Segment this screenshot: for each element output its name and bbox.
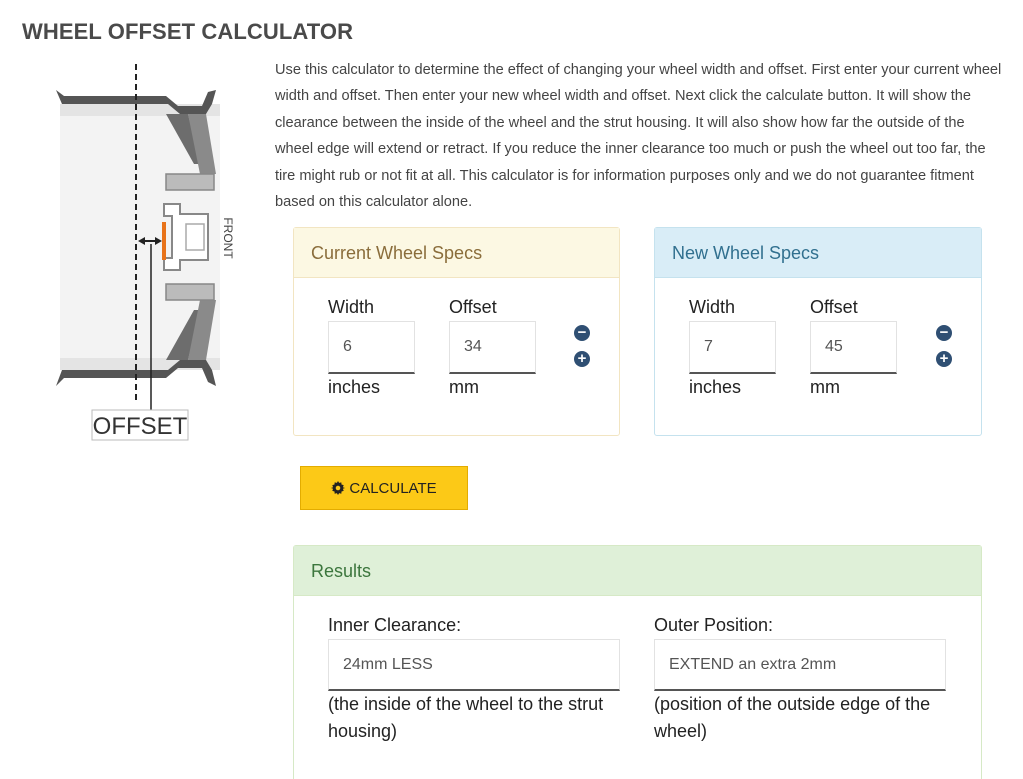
inner-clearance-note: (the inside of the wheel to the strut housing) — [328, 694, 604, 741]
current-wheel-panel — [293, 227, 620, 436]
wheel-offset-diagram — [48, 64, 248, 446]
new-wheel-heading: New Wheel Specs — [655, 228, 981, 278]
plus-circle-icon: + — [939, 350, 949, 367]
results-heading: Results — [294, 546, 981, 596]
new-offset-decrement-button[interactable] — [936, 325, 952, 341]
current-offset-decrement-button[interactable] — [574, 325, 590, 341]
new-offset-unit: mm — [810, 377, 840, 397]
current-width-input[interactable] — [328, 321, 415, 374]
outer-position-note: (position of the outside edge of the wheel) — [654, 694, 931, 741]
gear-icon — [331, 481, 345, 495]
inner-clearance-label: Inner Clearance: — [328, 615, 462, 635]
current-offset-increment-button[interactable] — [574, 351, 590, 367]
results-panel — [293, 545, 982, 779]
current-offset-input[interactable] — [449, 321, 536, 374]
calculate-button[interactable] — [300, 466, 468, 510]
intro-text: Use this calculator to determine the effect of changing your wheel width and offset. First enter your current wheel width and offset. Then enter your new wheel width and offset. Next click the calculate button. It will show the clearance between the inside of the wheel and the strut housing. It will also show how far the outside of the wheel edge will extend or retract. If you reduce the inner clearance too much or push the wheel out too far, the tire might rub or not fit at all. This calculator is for information purposes only and we do not guarantee fitment based on this calculator alone. — [275, 62, 1002, 211]
outer-position-label: Outer Position: — [654, 615, 774, 635]
new-offset-input[interactable] — [810, 321, 897, 374]
current-offset-label: Offset — [449, 297, 497, 317]
page-title: WHEEL OFFSET CALCULATOR — [22, 19, 354, 44]
new-offset-label: Offset — [810, 297, 858, 317]
minus-circle-icon: − — [577, 324, 587, 341]
outer-position-value: EXTEND an extra 2mm — [654, 639, 946, 691]
current-width-label: Width — [328, 297, 375, 317]
front-label: FRONT — [221, 217, 235, 259]
current-width-unit: inches — [328, 377, 381, 397]
offset-label: OFFSET — [92, 413, 188, 440]
new-offset-increment-button[interactable] — [936, 351, 952, 367]
current-wheel-heading: Current Wheel Specs — [294, 228, 619, 278]
new-width-input[interactable] — [689, 321, 776, 374]
new-width-unit: inches — [689, 377, 742, 397]
current-offset-unit: mm — [449, 377, 479, 397]
offset-mounting-face — [162, 222, 166, 260]
new-wheel-panel — [654, 227, 982, 436]
calculate-button-label: CALCULATE — [349, 479, 437, 497]
minus-circle-icon: − — [939, 324, 949, 341]
plus-circle-icon: + — [577, 350, 587, 367]
inner-clearance-value: 24mm LESS — [328, 639, 620, 691]
new-width-label: Width — [689, 297, 736, 317]
